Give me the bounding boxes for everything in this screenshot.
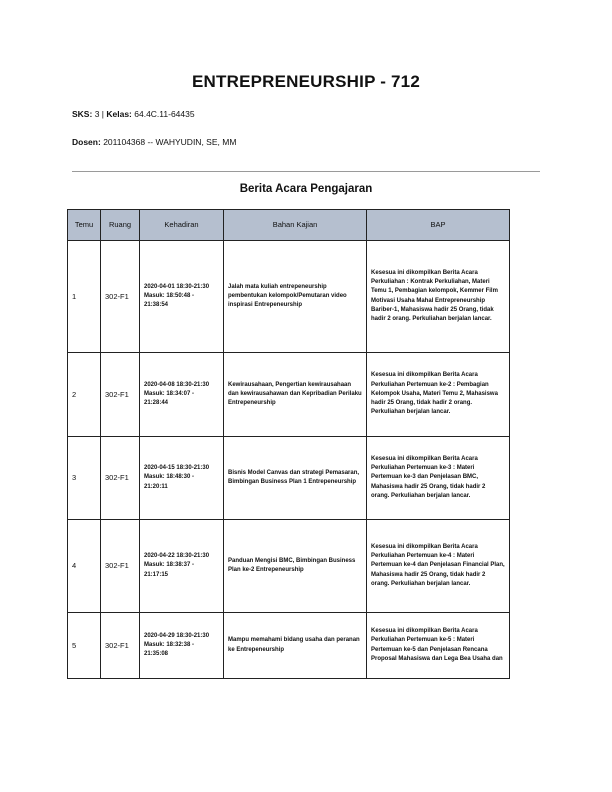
header-bap: BAP bbox=[367, 210, 510, 241]
cell-temu: 2 bbox=[68, 353, 101, 437]
schedule-time: 2020-04-22 18:30-21:30 bbox=[144, 553, 210, 560]
dosen-value: 201104368 -- WAHYUDIN, SE, MM bbox=[103, 137, 237, 147]
table-row bbox=[68, 437, 510, 520]
table-row bbox=[68, 520, 510, 613]
schedule-time: 2020-04-01 18:30-21:30 bbox=[144, 283, 210, 290]
cell-ruang: 302-F1 bbox=[101, 613, 140, 679]
checkout-time: 21:35:08 bbox=[144, 651, 169, 658]
sks-label: SKS: bbox=[72, 109, 93, 119]
cell-ruang: 302-F1 bbox=[101, 437, 140, 520]
cell-bahan-kajian: Kewirausahaan, Pengertian kewirausahaan dan kewirausahawan dan Kepribadian Perilaku Entrepeneurship bbox=[224, 353, 367, 437]
header-ruang: Ruang bbox=[101, 210, 140, 241]
checkout-time: 21:28:44 bbox=[144, 400, 169, 407]
kelas-label: Kelas: bbox=[106, 109, 132, 119]
cell-ruang: 302-F1 bbox=[101, 241, 140, 353]
checkin-time: Masuk: 18:48:30 - bbox=[144, 474, 195, 481]
cell-bahan-kajian: Mampu memahami bidang usaha dan peranan ke Entrepeneurship bbox=[224, 613, 367, 679]
dosen-label: Dosen: bbox=[72, 137, 101, 147]
lecturer-line bbox=[72, 137, 236, 147]
schedule-time: 2020-04-15 18:30-21:30 bbox=[144, 465, 210, 472]
cell-bahan-kajian: Panduan Mengisi BMC, Bimbingan Business Plan ke-2 Entrepeneurship bbox=[224, 520, 367, 613]
checkout-time: 21:38:54 bbox=[144, 302, 169, 309]
cell-bahan-kajian: Jalah mata kuliah entrepeneurship pembentukan kelompok/Pemutaran video inspirasi Entrepeneurship bbox=[224, 241, 367, 353]
document-title: ENTREPRENEURSHIP - 712 bbox=[192, 72, 420, 91]
cell-kehadiran bbox=[140, 241, 224, 353]
cell-temu: 1 bbox=[68, 241, 101, 353]
cell-temu: 4 bbox=[68, 520, 101, 613]
checkin-time: Masuk: 18:50:48 - bbox=[144, 292, 195, 299]
cell-bap: Kesesua ini dikompilkan Berita Acara Perkuliahan Pertemuan ke-4 : Materi Pertemuan ke-4 dan Penjelasan Financial Plan, Mahasiswa hadir 25 Orang, tidak hadir 2 orang. Perkuliahan berjalan lancar. bbox=[367, 520, 510, 613]
header-bahan-kajian: Bahan Kajian bbox=[224, 210, 367, 241]
cell-temu: 5 bbox=[68, 613, 101, 679]
sks-value: 3 | bbox=[94, 109, 104, 119]
table-row bbox=[68, 241, 510, 353]
schedule-time: 2020-04-08 18:30-21:30 bbox=[144, 381, 210, 388]
checkin-time: Masuk: 18:34:07 - bbox=[144, 390, 195, 397]
cell-kehadiran bbox=[140, 613, 224, 679]
course-meta-line bbox=[72, 109, 195, 119]
teaching-log-table bbox=[67, 209, 510, 679]
checkin-time: Masuk: 18:38:37 - bbox=[144, 562, 195, 569]
cell-kehadiran bbox=[140, 437, 224, 520]
header-temu: Temu bbox=[68, 210, 101, 241]
table-row bbox=[68, 613, 510, 679]
header-kehadiran: Kehadiran bbox=[140, 210, 224, 241]
cell-bap: Kesesua ini dikompilkan Berita Acara Perkuliahan Pertemuan ke-5 : Materi Pertemuan ke-5 dan Penjelasan Rencana Proposal Mahasiswa dan Lega Bea Usaha dan bbox=[367, 613, 510, 679]
cell-bap: Kesesua ini dikompilkan Berita Acara Perkuliahan Pertemuan ke-2 : Pembagian Kelompok Usaha, Materi Temu 2, Mahasiswa hadir 25 Orang, tidak hadir 2 orang. Perkuliahan berjalan lancar. bbox=[367, 353, 510, 437]
horizontal-divider bbox=[72, 171, 540, 172]
cell-bap: Kesesua ini dikompilkan Berita Acara Perkuliahan Pertemuan ke-3 : Materi Pertemuan ke-3 dan Penjelasan BMC, Mahasiswa hadir 25 Orang, tidak hadir 2 orang. Perkuliahan berjalan lancar. bbox=[367, 437, 510, 520]
checkin-time: Masuk: 18:32:38 - bbox=[144, 641, 195, 648]
cell-bap: Kesesua ini dikompilkan Berita Acara Perkuliahan : Kontrak Perkuliahan, Materi Temu 1, Pembagian kelompok, Kemmer Film Motivasi Usaha Mahal Entrepreneurship Bariber-1, Mahasiswa hadir 25 Orang, tidak hadir 2 orang. Perkuliahan berjalan lancar. bbox=[367, 241, 510, 353]
cell-ruang: 302-F1 bbox=[101, 520, 140, 613]
schedule-time: 2020-04-29 18:30-21:30 bbox=[144, 632, 210, 639]
cell-ruang: 302-F1 bbox=[101, 353, 140, 437]
cell-kehadiran bbox=[140, 353, 224, 437]
checkout-time: 21:17:15 bbox=[144, 571, 169, 578]
table-row bbox=[68, 353, 510, 437]
cell-temu: 3 bbox=[68, 437, 101, 520]
cell-kehadiran bbox=[140, 520, 224, 613]
kelas-value: 64.4C.11-64435 bbox=[134, 109, 195, 119]
section-title: Berita Acara Pengajaran bbox=[239, 183, 373, 195]
table-header-row bbox=[68, 210, 510, 241]
cell-bahan-kajian: Bisnis Model Canvas dan strategi Pemasaran, Bimbingan Business Plan 1 Entrepeneurship bbox=[224, 437, 367, 520]
checkout-time: 21:20:11 bbox=[144, 483, 168, 490]
